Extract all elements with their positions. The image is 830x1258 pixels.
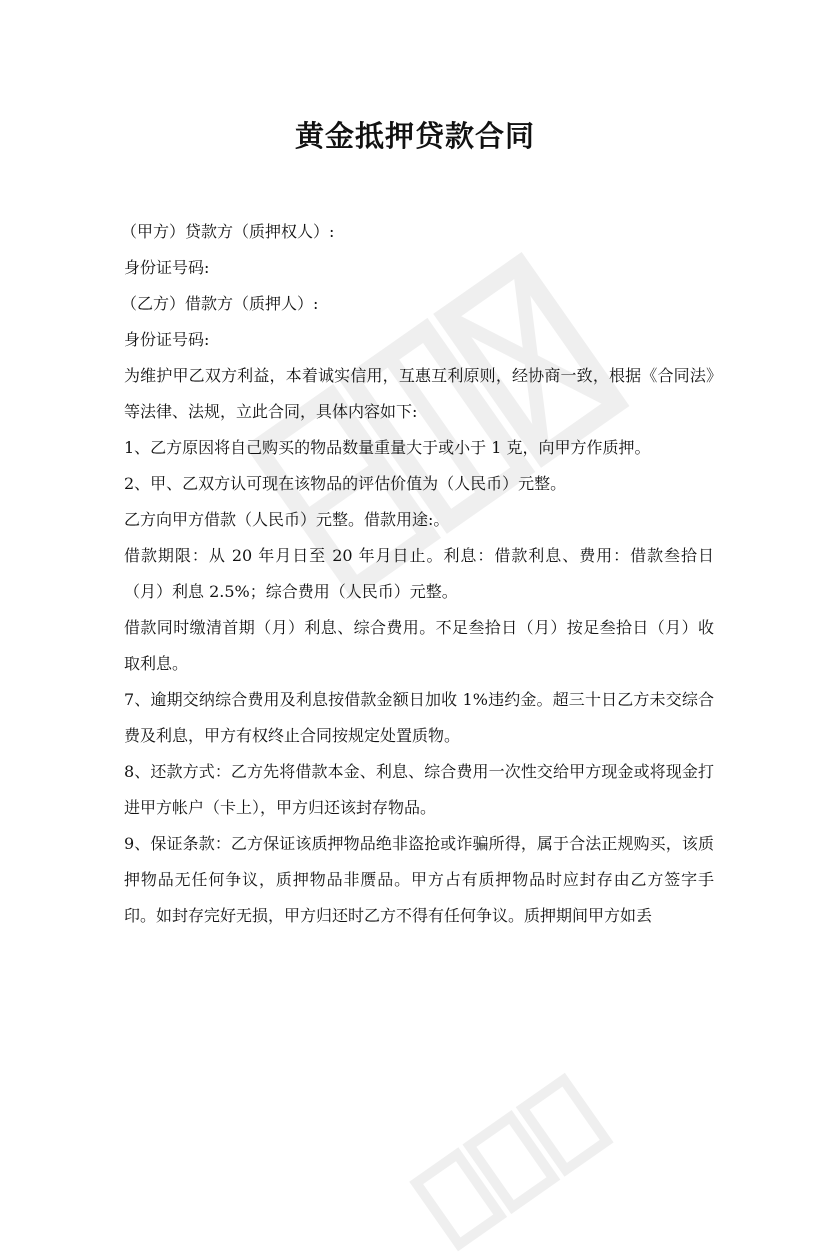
clause-9: 9、保证条款：乙方保证该质押物品绝非盗抢或诈骗所得，属于合法正规购买，该质押物品无任何争议，质押物品非赝品。甲方占有质押物品时应封存由乙方签字手印。如封存完好无损，甲方归还时乙方不得有任何争议。质押期间甲方如丢 [124, 834, 714, 925]
interest-payment-paragraph: 借款同时缴清首期（月）利息、综合费用。不足叁拾日（月）按足叁拾日（月）收取利息。 [124, 618, 714, 673]
party-a-id-line: 身份证号码: [124, 258, 210, 277]
document-title: 黄金抵押贷款合同 [294, 119, 535, 153]
clause-8: 8、还款方式：乙方先将借款本金、利息、综合费用一次性交给甲方现金或将现金打进甲方帐户（卡上），甲方归还该封存物品。 [124, 762, 714, 817]
clause-7: 7、逾期交纳综合费用及利息按借款金额日加收 1%违约金。超三十日乙方未交综合费及利息，甲方有权终止合同按规定处置质物。 [124, 690, 714, 745]
document-body [121, 214, 714, 934]
loan-amount-paragraph: 乙方向甲方借款（人民币）元整。借款用途:。 [124, 510, 450, 529]
party-b-id-line: 身份证号码: [124, 330, 210, 349]
preamble-paragraph: 为维护甲乙双方利益，本着诚实信用，互惠互利原则，经协商一致，根据《合同法》等法律、法规，立此合同，具体内容如下: [124, 366, 714, 421]
watermark-logo-bottom [399, 1062, 620, 1258]
clause-2: 2、甲、乙双方认可现在该物品的评估价值为（人民币）元整。 [124, 474, 567, 493]
loan-term-paragraph: 借款期限：从 20 年月日至 20 年月日止。利息：借款利息、费用：借款叁拾日（月）利息 2.5%；综合费用（人民币）元整。 [124, 546, 714, 601]
party-b-line: （乙方）借款方（质押人）: [121, 294, 319, 313]
party-a-line: （甲方）贷款方（质押权人）: [121, 222, 335, 241]
clause-1: 1、乙方原因将自己购买的物品数量重量大于或小于 1 克，向甲方作质押。 [124, 438, 651, 457]
